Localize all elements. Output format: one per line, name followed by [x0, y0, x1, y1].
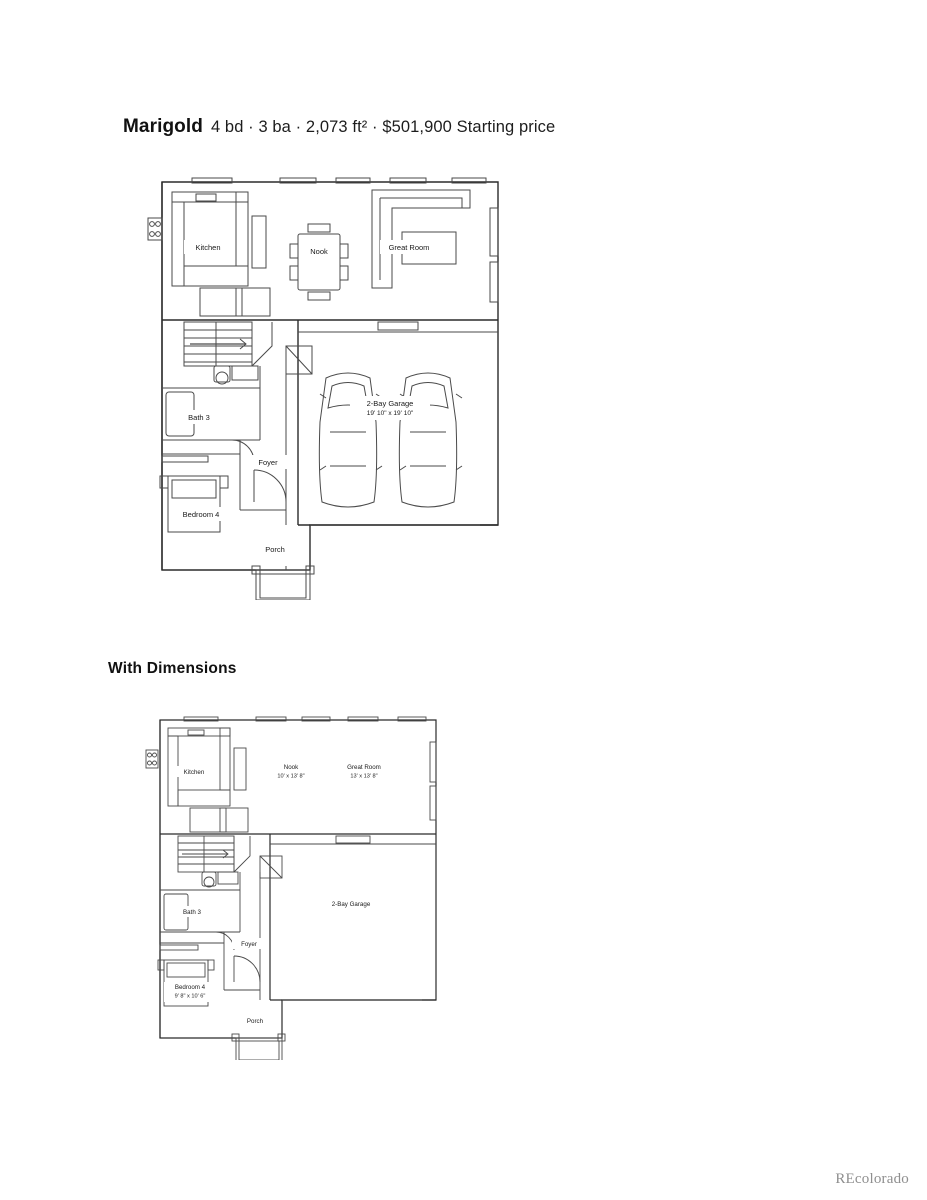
label-nook-dimension: 10' x 13' 8" — [277, 773, 305, 780]
label-porch: Porch — [265, 545, 285, 554]
label-great-room-dimension: 13' x 13' 8" — [350, 773, 378, 780]
label-bedroom4-dim: Bedroom 4 — [174, 984, 206, 991]
label-garage: 2-Bay Garage — [366, 399, 414, 408]
label-foyer: Foyer — [258, 458, 278, 467]
plan-header — [123, 116, 555, 138]
plan-specs: 4 bd · 3 ba · 2,073 ft² · $501,900 Starting price — [210, 118, 556, 136]
label-porch-dim: Porch — [246, 1018, 264, 1025]
label-foyer-dim: Foyer — [241, 941, 257, 948]
label-kitchen-dim: Kitchen — [183, 769, 205, 776]
label-nook-dim: Nook — [283, 764, 299, 771]
label-kitchen: Kitchen — [195, 243, 221, 252]
floorplan-with-dimensions — [140, 710, 460, 1060]
label-garage-dim2: 2-Bay Garage — [331, 901, 371, 908]
floorplan-plain — [140, 170, 520, 600]
label-bath3: Bath 3 — [188, 413, 210, 422]
page-title: Marigold — [123, 116, 203, 137]
label-bedroom4-dimension: 9' 8" x 10' 6" — [174, 993, 206, 1000]
label-great-room-dim: Great Room — [347, 764, 381, 771]
label-bedroom4: Bedroom 4 — [182, 510, 220, 519]
label-garage-dimension: 19' 10" x 19' 10" — [366, 410, 414, 417]
label-nook: Nook — [310, 247, 328, 256]
label-bath3-dim: Bath 3 — [183, 909, 201, 916]
recolorado-watermark: REcolorado — [835, 1171, 909, 1187]
label-great-room: Great Room — [388, 243, 430, 252]
with-dimensions-title: With Dimensions — [108, 660, 237, 677]
